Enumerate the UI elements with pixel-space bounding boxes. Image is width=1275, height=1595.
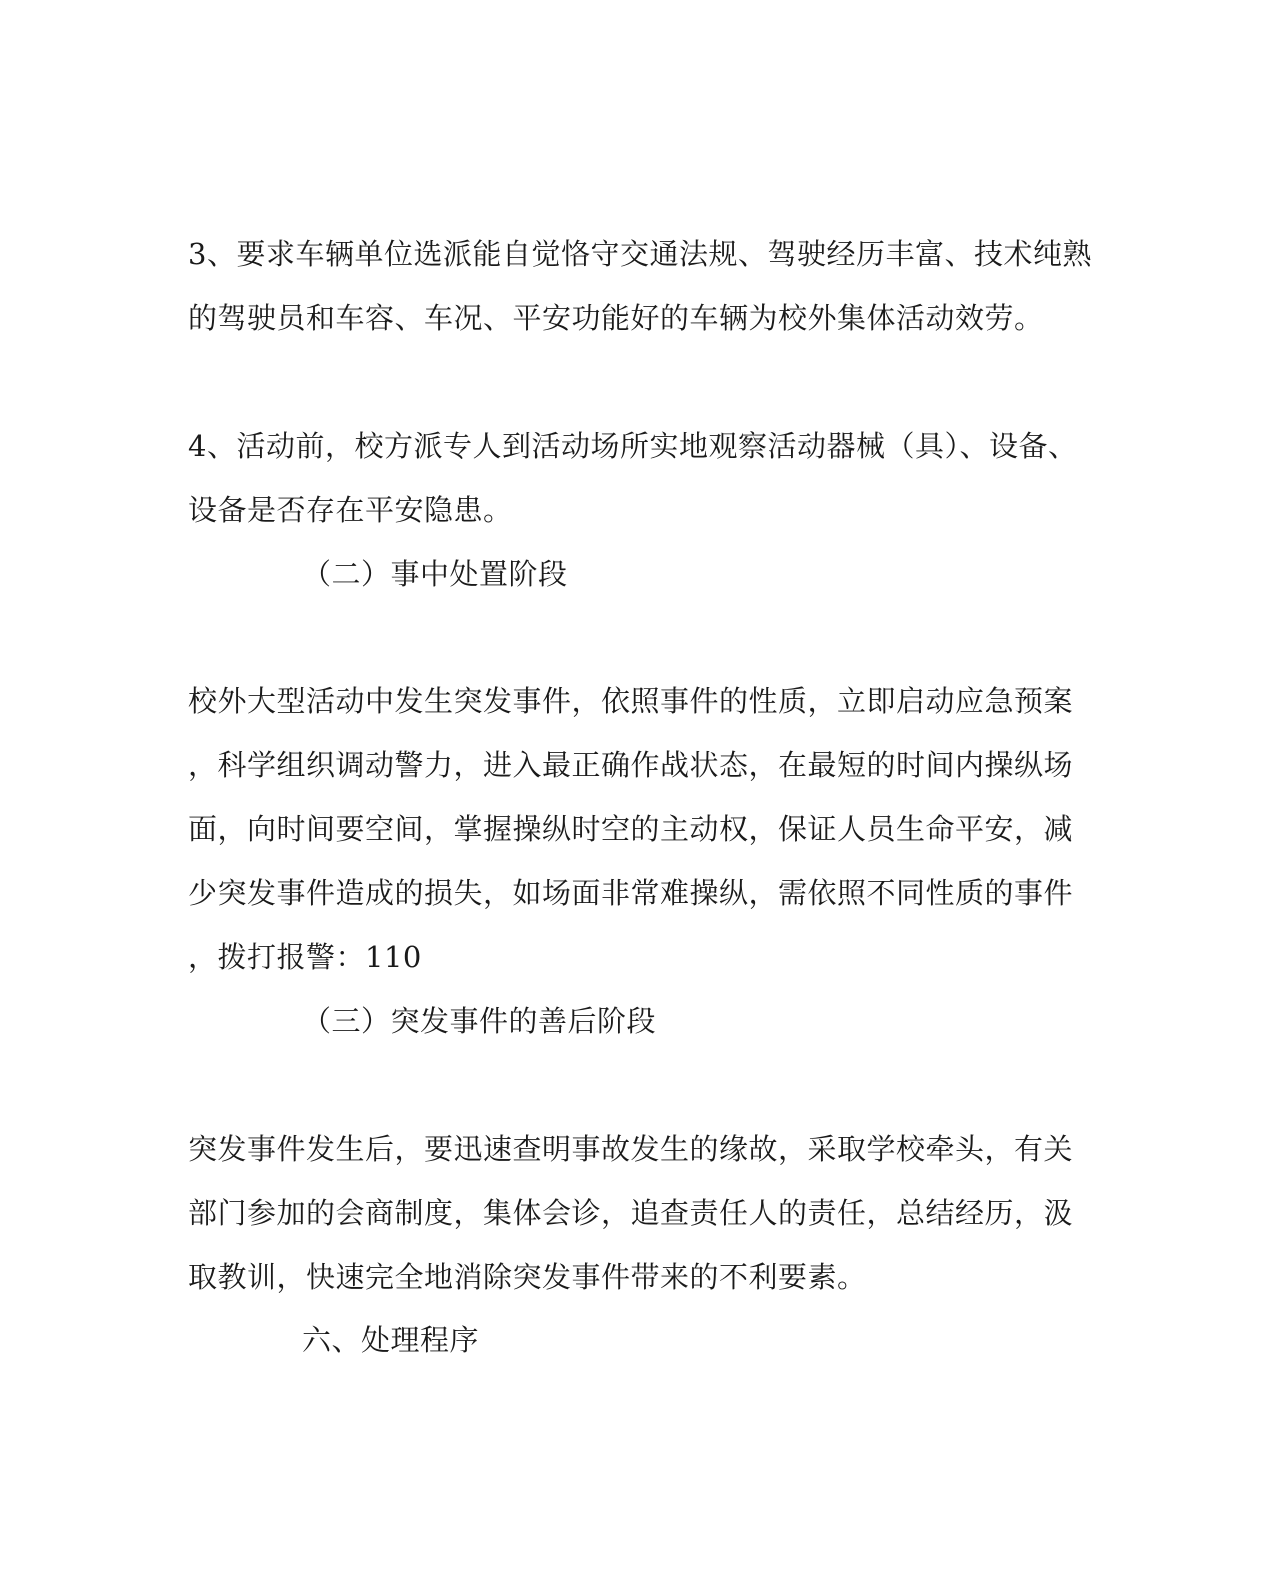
paragraph-4-line-2: 设备是否存在平安隐患。 xyxy=(188,493,513,527)
paragraph-after-line-3: 取教训，快速完全地消除突发事件带来的不利要素。 xyxy=(188,1260,867,1294)
section-heading-2: （二）事中处置阶段 xyxy=(302,557,568,591)
paragraph-after-line-1: 突发事件发生后，要迅速查明事故发生的缘故，采取学校牵头，有关 xyxy=(188,1132,1074,1166)
section-heading-6: 六、处理程序 xyxy=(302,1323,480,1357)
paragraph-mid-line-1: 校外大型活动中发生突发事件，依照事件的性质，立即启动应急预案 xyxy=(188,684,1074,718)
paragraph-after-line-2: 部门参加的会商制度，集体会诊，追查责任人的责任，总结经历，汲 xyxy=(188,1196,1074,1230)
paragraph-4-line-1: 4、活动前，校方派专人到活动场所实地观察活动器械（具）、设备、 xyxy=(188,429,1078,463)
paragraph-mid-line-4: 少突发事件造成的损失，如场面非常难操纵，需依照不同性质的事件 xyxy=(188,876,1074,910)
paragraph-mid-line-2: ，科学组织调动警力，进入最正确作战状态，在最短的时间内操纵场 xyxy=(188,748,1074,782)
section-heading-3: （三）突发事件的善后阶段 xyxy=(302,1004,657,1038)
paragraph-3-line-1: 3、要求车辆单位选派能自觉恪守交通法规、驾驶经历丰富、技术纯熟 xyxy=(188,237,1092,271)
paragraph-mid-line-5: ，拨打报警：110 xyxy=(188,940,422,974)
paragraph-mid-line-3: 面，向时间要空间，掌握操纵时空的主动权，保证人员生命平安，减 xyxy=(188,812,1074,846)
paragraph-3-line-2: 的驾驶员和车容、车况、平安功能好的车辆为校外集体活动效劳。 xyxy=(188,301,1044,335)
